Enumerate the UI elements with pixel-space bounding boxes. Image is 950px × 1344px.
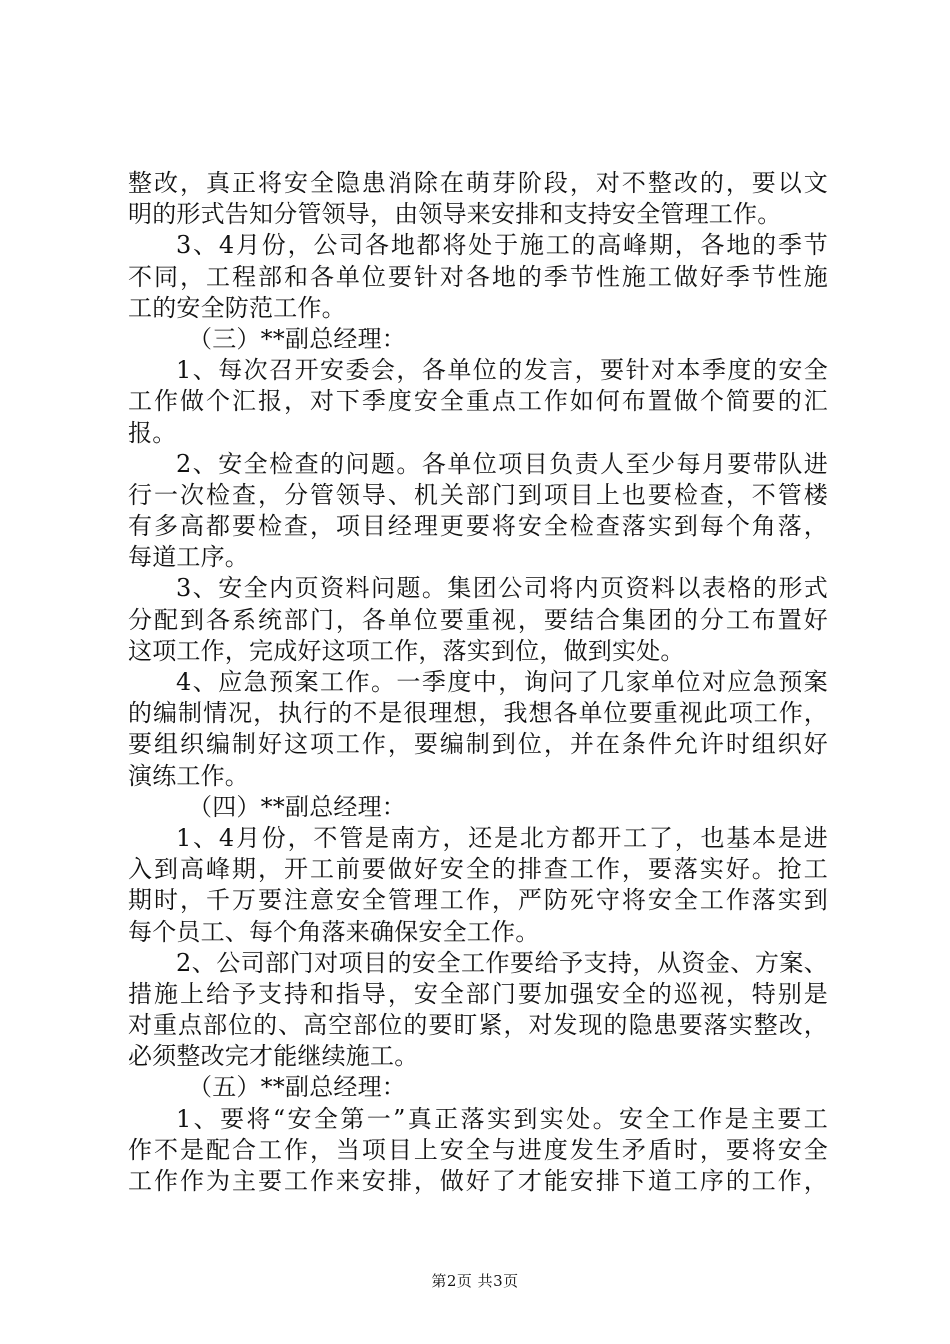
section-heading: （五）**副总经理： — [188, 1073, 406, 1102]
text-line: 分配到各系统部门，各单位要重视，要结合集团的分工布置好 — [128, 605, 828, 634]
text-line: 每道工序。 — [128, 543, 249, 572]
page-footer — [0, 1270, 950, 1291]
text-line: 对重点部位的、高空部位的要盯紧，对发现的隐患要落实整改， — [128, 1011, 828, 1040]
text-line: 的编制情况，执行的不是很理想，我想各单位要重视此项工作， — [128, 699, 828, 728]
text-line: 4、应急预案工作。一季度中，询问了几家单位对应急预案 — [176, 668, 828, 696]
text-line: 1、4月份，不管是南方，还是北方都开工了，也基本是进 — [176, 823, 828, 852]
section-heading: （三）**副总经理： — [188, 324, 406, 353]
text-line: 有多高都要检查，项目经理更要将安全检查落实到每个角落， — [128, 512, 828, 541]
text-line: 2、公司部门对项目的安全工作要给予支持，从资金、方案、 — [176, 948, 828, 977]
section-heading: （四）**副总经理： — [188, 792, 406, 821]
text-line: 演练工作。 — [128, 761, 249, 790]
page-number-label: 第2页 共3页 — [431, 1272, 519, 1290]
document-body — [128, 168, 828, 1197]
text-line: 期时，千万要注意安全管理工作，严防死守将安全工作落实到 — [128, 886, 828, 915]
text-line: 必须整改完才能继续施工。 — [128, 1042, 419, 1071]
text-line: 行一次检查，分管领导、机关部门到项目上也要检查，不管楼 — [128, 480, 828, 509]
text-line: 工的安全防范工作。 — [128, 293, 346, 322]
text-line: 3、安全内页资料问题。集团公司将内页资料以表格的形式 — [176, 574, 828, 603]
text-line: 每个员工、每个角落来确保安全工作。 — [128, 917, 540, 946]
text-line: 入到高峰期，开工前要做好安全的排查工作，要落实好。抢工 — [128, 855, 828, 884]
text-line: 报。 — [128, 418, 177, 447]
text-line: 措施上给予支持和指导，安全部门要加强安全的巡视，特别是 — [128, 979, 828, 1008]
text-line: 工作做个汇报，对下季度安全重点工作如何布置做个简要的汇 — [128, 387, 828, 416]
text-line: 作不是配合工作，当项目上安全与进度发生矛盾时，要将安全 — [128, 1135, 828, 1164]
text-line: 这项工作，完成好这项工作，落实到位，做到实处。 — [128, 636, 685, 665]
text-line: 明的形式告知分管领导，由领导来安排和支持安全管理工作。 — [128, 200, 782, 229]
text-line: 2、安全检查的问题。各单位项目负责人至少每月要带队进 — [176, 449, 828, 478]
text-line: 整改，真正将安全隐患消除在萌芽阶段，对不整改的，要以文 — [128, 169, 828, 197]
text-line: 要组织编制好这项工作，要编制到位，并在条件允许时组织好 — [128, 730, 828, 759]
text-line: 工作作为主要工作来安排，做好了才能安排下道工序的工作， — [128, 1167, 828, 1195]
text-line: 1、每次召开安委会，各单位的发言，要针对本季度的安全 — [176, 356, 828, 385]
text-line: 不同，工程部和各单位要针对各地的季节性施工做好季节性施 — [128, 262, 828, 291]
text-line: 1、要将“安全第一”真正落实到实处。安全工作是主要工 — [176, 1104, 828, 1133]
text-line: 3、4月份，公司各地都将处于施工的高峰期，各地的季节 — [176, 231, 828, 260]
